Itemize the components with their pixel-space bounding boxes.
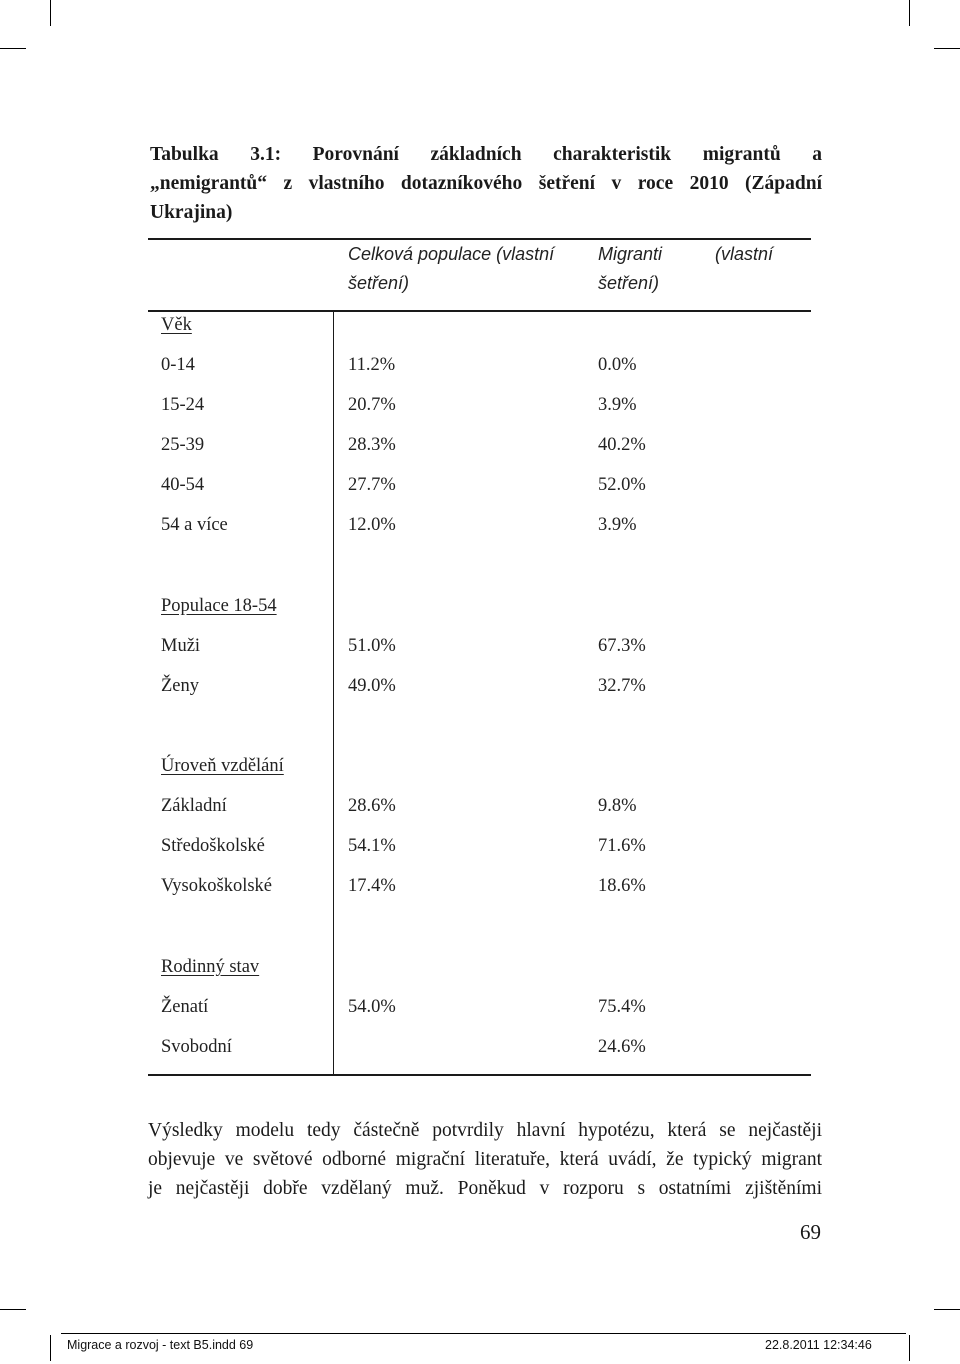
paragraph-line: je nejčastěji dobře vzdělaný muž. Poněkud v rozporu s ostatními zjištěními xyxy=(148,1178,822,1199)
cell-migrants: 3.9% xyxy=(598,515,637,535)
crop-mark xyxy=(909,0,910,26)
cell-total: 11.2% xyxy=(348,355,396,375)
body-paragraph xyxy=(148,1116,822,1203)
comparison-table xyxy=(148,238,811,1076)
cell-migrants: 0.0% xyxy=(598,355,637,375)
section-title: Úroveň vzdělání xyxy=(161,756,284,776)
table-header-rule xyxy=(148,310,811,312)
cell-total: 27.7% xyxy=(348,475,396,495)
section-title: Populace 18-54 xyxy=(161,596,277,616)
cell-total: 28.3% xyxy=(348,435,396,455)
page-number: 69 xyxy=(800,1220,821,1244)
column-header-total xyxy=(348,240,578,298)
row-label: 0-14 xyxy=(161,355,195,375)
cell-migrants: 24.6% xyxy=(598,1037,646,1057)
cell-migrants: 18.6% xyxy=(598,876,646,896)
crop-mark xyxy=(0,48,26,49)
crop-mark xyxy=(50,0,51,26)
row-label: Základní xyxy=(161,796,227,816)
cell-migrants: 3.9% xyxy=(598,395,637,415)
column-header-line: šetření) xyxy=(348,273,410,293)
cell-total: 20.7% xyxy=(348,395,396,415)
section-title: Rodinný stav xyxy=(161,957,260,977)
cell-migrants: 32.7% xyxy=(598,676,646,696)
slug-timestamp: 22.8.2011 12:34:46 xyxy=(765,1338,872,1352)
cell-migrants: 9.8% xyxy=(598,796,637,816)
section-title: Věk xyxy=(161,315,192,335)
cell-migrants: 67.3% xyxy=(598,636,646,656)
cell-total: 49.0% xyxy=(348,676,396,696)
row-label: 15-24 xyxy=(161,395,205,415)
cell-migrants: 52.0% xyxy=(598,475,646,495)
crop-mark xyxy=(0,1309,26,1310)
cell-migrants: 71.6% xyxy=(598,836,646,856)
crop-mark xyxy=(934,48,960,49)
row-label: Ženatí xyxy=(161,997,209,1017)
row-label: Muži xyxy=(161,636,201,656)
column-header-line: Celková populace (vlastní xyxy=(348,244,555,264)
column-header-line: šetření) xyxy=(598,273,660,293)
crop-mark xyxy=(934,1309,960,1310)
column-header-migrants xyxy=(598,240,773,298)
cell-total: 28.6% xyxy=(348,796,396,816)
crop-mark xyxy=(909,1335,910,1361)
row-label: Vysokoškolské xyxy=(161,876,273,896)
caption-line: „nemigrantů“ z vlastního dotazníkového šetření v roce 2010 (Západní xyxy=(150,173,822,194)
row-label: 25-39 xyxy=(161,435,205,455)
column-header-line: Migranti (vlastní xyxy=(598,244,773,264)
cell-migrants: 75.4% xyxy=(598,997,646,1017)
caption-line: Tabulka 3.1: Porovnání základních charakteristik migrantů a xyxy=(150,144,822,165)
caption-line: Ukrajina) xyxy=(150,202,233,223)
cell-total: 12.0% xyxy=(348,515,396,535)
paragraph-line: Výsledky modelu tedy částečně potvrdily hlavní hypotézu, která se nejčastěji xyxy=(148,1120,822,1141)
cell-total: 54.0% xyxy=(348,997,396,1017)
row-label: 54 a více xyxy=(161,515,228,535)
paragraph-line: objevuje ve světové odborné migrační literatuře, která uvádí, že typický migrant xyxy=(148,1149,822,1170)
cell-total: 54.1% xyxy=(348,836,396,856)
cell-migrants: 40.2% xyxy=(598,435,646,455)
slug-filename: Migrace a rozvoj - text B5.indd 69 xyxy=(67,1338,254,1352)
row-label: 40-54 xyxy=(161,475,205,495)
table-caption xyxy=(150,140,822,227)
row-label: Středoškolské xyxy=(161,836,265,856)
cell-total: 51.0% xyxy=(348,636,396,656)
table-column-divider xyxy=(333,311,334,1076)
table-bottom-rule xyxy=(148,1074,811,1076)
row-label: Ženy xyxy=(161,676,200,696)
row-label: Svobodní xyxy=(161,1037,232,1057)
crop-mark xyxy=(50,1335,51,1361)
cell-total: 17.4% xyxy=(348,876,396,896)
